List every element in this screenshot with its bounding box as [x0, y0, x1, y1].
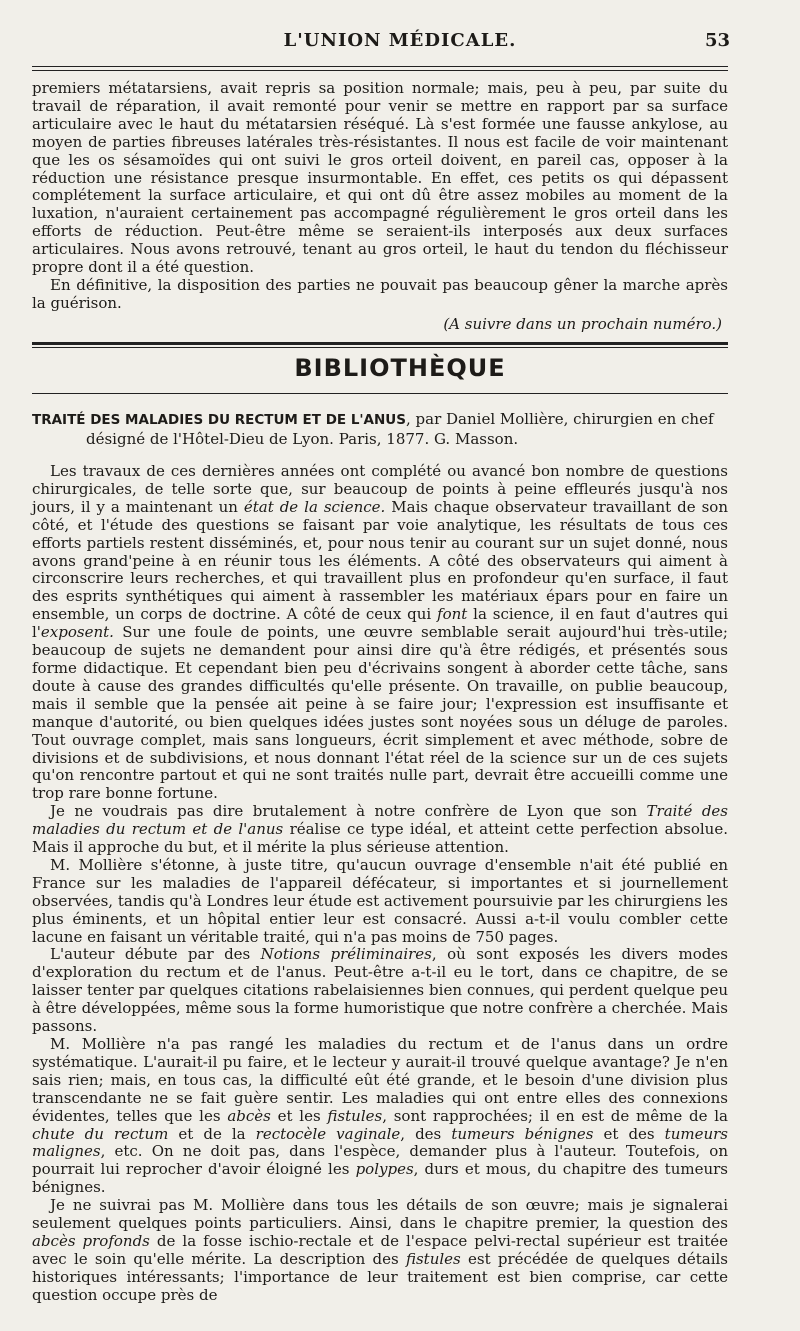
- book-publication: désigné de l'Hôtel-Dieu de Lyon. Paris, 1877. G. Masson.: [86, 429, 519, 448]
- header-rule-1: [32, 66, 728, 67]
- section-rule-1: [32, 342, 728, 345]
- section-heading: BIBLIOTHÈQUE: [294, 354, 506, 382]
- review-paragraph: Les travaux de ces dernières années ont complété ou avancé bon nombre de questions chirurgicales, de telle sorte que, sur beaucoup de points à peine effleurés jusqu'à nos jours, il y a maintenant un état de la science. Mais chaque observateur travaillant de son côté, et l'étude des questions se faisant par voie analytique, les résultats de tous ces efforts partiels restent disséminés, et, pour nous tenir au courant sur un sujet donné, nous avons grand'peine à en réunir tous les éléments. A côté des observateurs qui aiment à circonscrire leurs recherches, et qui travaillent plus en profondeur qu'en surface, il faut des esprits synthétiques qui aiment à rassembler les matériaux épars pour en faire un ensemble, un corps de doctrine. A côté de ceux qui font la science, il en faut d'autres qui l'exposent. Sur une foule de points, une œuvre semblable serait aujourd'hui très-utile; beaucoup de sujets ne demandent pour ainsi dire qu'à être rédigés, et présentés sous forme didactique. Et cependant bien peu d'écrivains songent à aborder cette tâche, sans doute à cause des grandes difficultés qu'elle présente. On travaille, on publie beaucoup, mais il semble que la pensée ait peine à se faire jour; l'expression est insuffisante et manque d'autorité, ou bien quelques idées justes sont noyées sous un déluge de paroles. Tout ouvrage complet, mais sans longueurs, écrit simplement et avec méthode, sobre de divisions et de subdivisions, et nous donnant l'état réel de la science sur un de ces sujets qu'on rencontre partout et qui ne sont traités nulle part, devrait être accueilli comme une trop rare bonne fortune.: [32, 462, 728, 803]
- section-rule-3: [32, 393, 728, 394]
- to-be-continued-note: (A suivre dans un prochain numéro.): [443, 315, 722, 333]
- continued-article: [32, 80, 728, 313]
- review-paragraph: L'auteur débute par des Notions préliminaires, où sont exposés les divers modes d'exploration du rectum et de l'anus. Peut-être a-t-il eu le tort, dans ce chapitre, de se laisser tenter par quelques citations rabelaisiennes bien connues, qui perdent quelque peu à être développées, même sous la forme humoristique que notre confrère a cherchée. Mais passons.: [32, 945, 728, 1036]
- review-paragraph: Je ne suivrai pas M. Mollière dans tous les détails de son œuvre; mais je signalerai seulement quelques points particuliers. Ainsi, dans le chapitre premier, la question des abcès profonds de la fosse ischio-rectale et de l'espace pelvi-rectal supérieur est traitée avec le soin qu'elle mérite. La description des fistules est précédée de quelques détails historiques intéressants; l'importance de leur traitement est bien comprise, car cette question occupe près de: [32, 1196, 729, 1304]
- article-paragraph: En définitive, la disposition des parties ne pouvait pas beaucoup gêner la marche après la guérison.: [32, 275, 728, 312]
- article-paragraph: premiers métatarsiens, avait repris sa position normale; mais, peu à peu, par suite du travail de réparation, il avait remonté pour venir se mettre en rapport par sa surface articulaire avec le haut du métatarsien réséqué. Là s'est formée une fausse ankylose, au moyen de parties fibreuses latérales très-résistantes. Il nous est facile de voir maintenant que les os sésamoïdes qui ont suivi le gros orteil doivent, en pareil cas, opposer à la réduction une résistance presque insurmontable. En effet, ces petits os qui dépassent complétement la surface articulaire, et qui ont dû être assez mobiles au moment de la luxation, n'auraient certainement pas accompagné régulièrement le gros orteil dans les efforts de réduction. Peut-être même se seraient-ils interposés aux deux surfaces articulaires. Nous avons retrouvé, tenant au gros orteil, le haut du tendon du fléchisseur propre dont il a été question.: [32, 79, 728, 277]
- review-paragraph: M. Mollière n'a pas rangé les maladies du rectum et de l'anus dans un ordre systématique. L'aurait-il pu faire, et le lecteur y aurait-il trouvé quelque avantage? Je n'en sais rien; mais, en tous cas, la difficulté eût été grande, et le besoin d'une division plus transcendante ne se fait guère sentir. Les maladies qui ont entre elles des connexions évidentes, telles que les abcès et les fistules, sont rapprochées; il en est de même de la chute du rectum et de la rectocèle vaginale, des tumeurs bénignes et des tumeurs malignes, etc. On ne doit pas, dans l'espèce, demander plus à l'auteur. Toutefois, on pourrait lui reprocher d'avoir éloigné les polypes, durs et mous, du chapitre des tumeurs bénignes.: [32, 1035, 728, 1197]
- book-review: [32, 463, 728, 1305]
- section-rule-2: [32, 347, 728, 348]
- journal-title: L'UNION MÉDICALE.: [283, 30, 517, 51]
- review-paragraph: M. Mollière s'étonne, à juste titre, qu'aucun ouvrage d'ensemble n'ait été publié en France sur les maladies de l'appareil défécateur, si importantes et si journellement observées, tandis qu'à Londres leur étude est activement poursuivie par les chirurgiens les plus éminents, et un hôpital entier leur est consacré. Aussi a-t-il voulu combler cette lacune en faisant un véritable traité, qui n'a pas moins de 750 pages.: [32, 855, 728, 946]
- page-number: 53: [704, 30, 730, 51]
- review-paragraph: Je ne voudrais pas dire brutalement à notre confrère de Lyon que son Traité des maladies du rectum et de l'anus réalise ce type idéal, et atteint cette perfection absolue. Mais il approche du but, et il mérite la plus sérieuse attention.: [32, 802, 728, 857]
- book-author: , par Daniel Mollière, chirurgien en chef: [406, 410, 714, 428]
- header-rule-2: [32, 70, 728, 71]
- page-header: [0, 22, 800, 62]
- book-title: TRAITÉ DES MALADIES DU RECTUM ET DE L'ANUS: [32, 412, 406, 428]
- book-reference: [32, 410, 728, 448]
